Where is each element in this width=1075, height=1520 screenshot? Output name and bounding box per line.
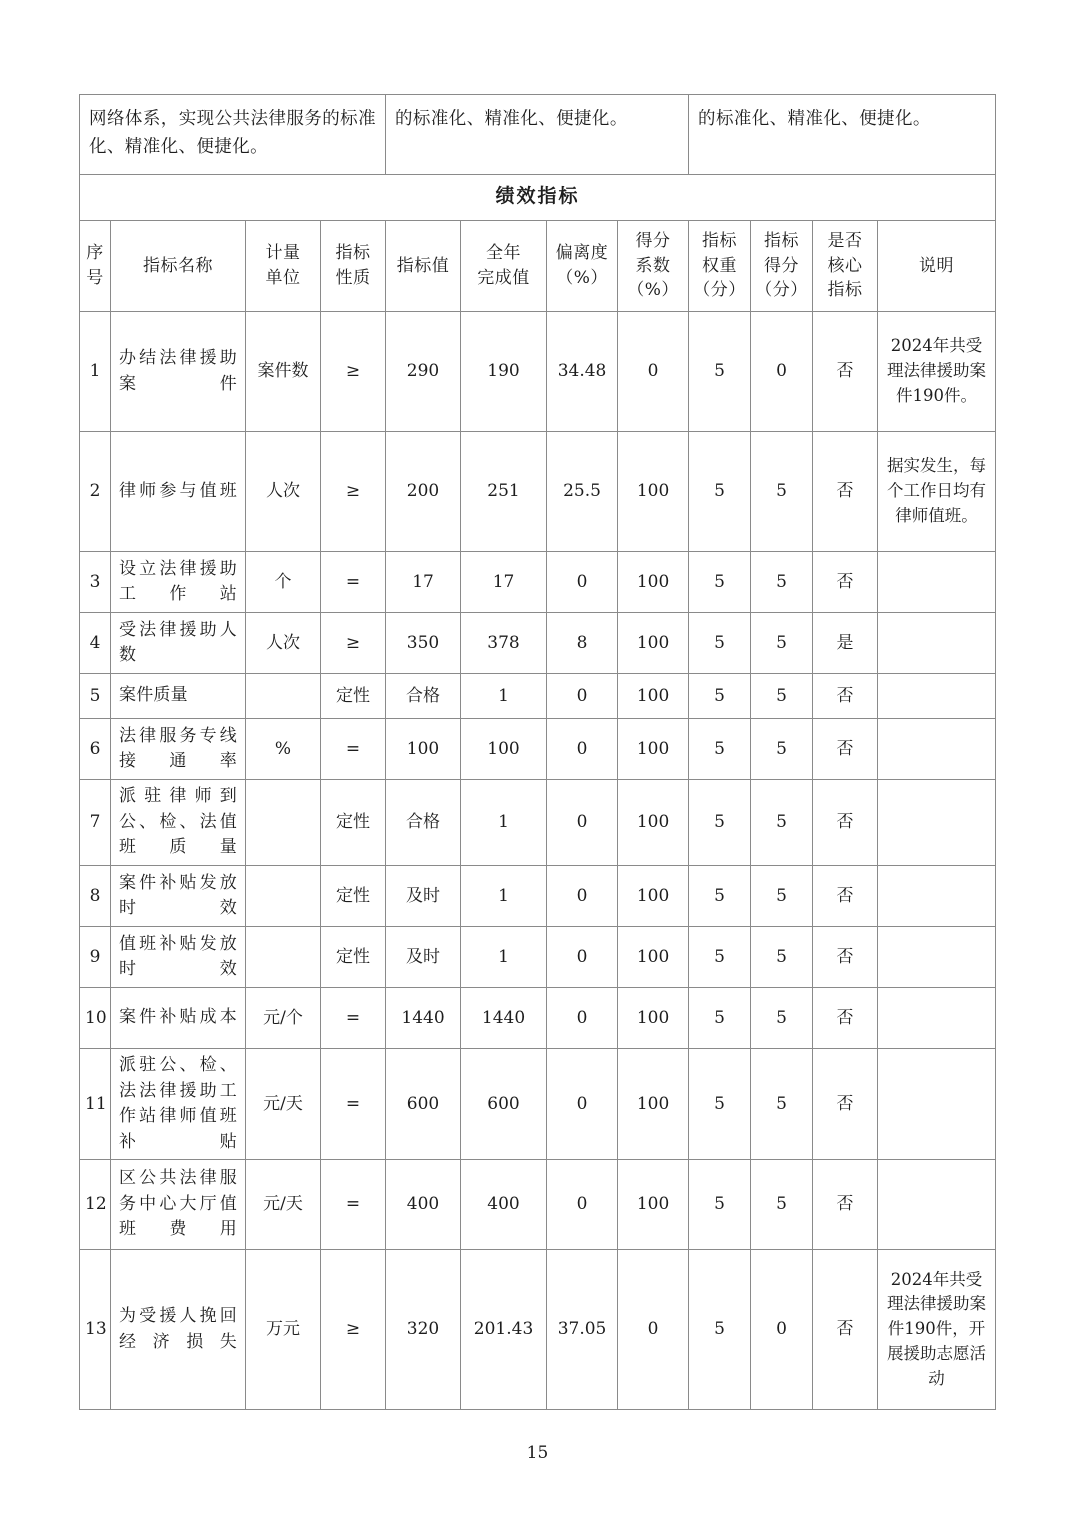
- table-row: [80, 719, 996, 780]
- cell-indicator-name: 案件质量: [111, 674, 246, 719]
- cell-note: [878, 719, 996, 780]
- cell-indicator-name: 为受援人挽回经济损失: [111, 1250, 246, 1410]
- cell-coefficient: 100: [618, 988, 689, 1049]
- cell-score: 5: [751, 1160, 813, 1250]
- table-row: [80, 1049, 996, 1160]
- cell-weight: 5: [689, 780, 751, 866]
- cell-coefficient: 100: [618, 432, 689, 552]
- table-row: [80, 613, 996, 674]
- cell-target: 320: [386, 1250, 461, 1410]
- cell-seq: 8: [80, 866, 111, 927]
- header-nature: 指标 性质: [321, 221, 386, 312]
- cell-weight: 5: [689, 988, 751, 1049]
- cell-unit: 人次: [246, 432, 321, 552]
- cell-unit: 个: [246, 552, 321, 613]
- cell-coefficient: 100: [618, 552, 689, 613]
- cell-unit: 人次: [246, 613, 321, 674]
- cell-note: [878, 1160, 996, 1250]
- cell-indicator-name: 律师参与值班: [111, 432, 246, 552]
- cell-score: 5: [751, 613, 813, 674]
- cell-target: 及时: [386, 927, 461, 988]
- cell-target: 290: [386, 312, 461, 432]
- cell-weight: 5: [689, 1049, 751, 1160]
- cell-actual: 17: [461, 552, 547, 613]
- cell-note: 2024年共受理法律援助案件190件，开展援助志愿活动: [878, 1250, 996, 1410]
- cell-indicator-name: 案件补贴发放时效: [111, 866, 246, 927]
- cell-actual: 1440: [461, 988, 547, 1049]
- header-deviation: 偏离度 （%）: [547, 221, 618, 312]
- narrative-cell-1: 网络体系，实现公共法律服务的标准化、精准化、便捷化。: [80, 95, 386, 175]
- cell-nature: 定性: [321, 866, 386, 927]
- cell-seq: 10: [80, 988, 111, 1049]
- cell-core: 否: [813, 780, 878, 866]
- header-note: 说明: [878, 221, 996, 312]
- cell-deviation: 34.48: [547, 312, 618, 432]
- cell-coefficient: 100: [618, 1160, 689, 1250]
- cell-deviation: 0: [547, 674, 618, 719]
- header-unit: 计量 单位: [246, 221, 321, 312]
- cell-indicator-name: 法律服务专线接通率: [111, 719, 246, 780]
- cell-core: 否: [813, 1250, 878, 1410]
- cell-actual: 1: [461, 927, 547, 988]
- cell-coefficient: 100: [618, 866, 689, 927]
- cell-nature: =: [321, 552, 386, 613]
- cell-deviation: 25.5: [547, 432, 618, 552]
- cell-indicator-name: 派驻律师到公、检、法值班质量: [111, 780, 246, 866]
- cell-target: 100: [386, 719, 461, 780]
- cell-seq: 5: [80, 674, 111, 719]
- cell-score: 5: [751, 432, 813, 552]
- cell-note: [878, 1049, 996, 1160]
- header-target-value: 指标值: [386, 221, 461, 312]
- cell-actual: 1: [461, 674, 547, 719]
- cell-score: 5: [751, 927, 813, 988]
- cell-weight: 5: [689, 312, 751, 432]
- cell-nature: =: [321, 1160, 386, 1250]
- table-header-row: [80, 221, 996, 312]
- cell-unit: 元/天: [246, 1160, 321, 1250]
- header-annual-actual: 全年 完成值: [461, 221, 547, 312]
- cell-core: 否: [813, 1049, 878, 1160]
- cell-actual: 190: [461, 312, 547, 432]
- cell-indicator-name: 办结法律援助案件: [111, 312, 246, 432]
- cell-score: 5: [751, 866, 813, 927]
- cell-weight: 5: [689, 1250, 751, 1410]
- cell-indicator-name: 设立法律援助工作站: [111, 552, 246, 613]
- cell-seq: 6: [80, 719, 111, 780]
- header-is-core: 是否 核心 指标: [813, 221, 878, 312]
- cell-weight: 5: [689, 719, 751, 780]
- narrative-cell-3: 的标准化、精准化、便捷化。: [689, 95, 996, 175]
- cell-core: 是: [813, 613, 878, 674]
- table-row: [80, 988, 996, 1049]
- cell-nature: ≥: [321, 312, 386, 432]
- table-row: [80, 927, 996, 988]
- cell-core: 否: [813, 866, 878, 927]
- cell-target: 600: [386, 1049, 461, 1160]
- cell-core: 否: [813, 719, 878, 780]
- cell-coefficient: 100: [618, 719, 689, 780]
- cell-core: 否: [813, 312, 878, 432]
- table-row: [80, 674, 996, 719]
- cell-nature: 定性: [321, 927, 386, 988]
- cell-deviation: 0: [547, 780, 618, 866]
- header-indicator-score: 指标 得分 （分）: [751, 221, 813, 312]
- cell-indicator-name: 案件补贴成本: [111, 988, 246, 1049]
- cell-note: [878, 927, 996, 988]
- cell-deviation: 0: [547, 719, 618, 780]
- cell-note: [878, 780, 996, 866]
- cell-note: [878, 674, 996, 719]
- cell-unit: 万元: [246, 1250, 321, 1410]
- cell-unit: %: [246, 719, 321, 780]
- cell-note: [878, 613, 996, 674]
- cell-seq: 2: [80, 432, 111, 552]
- cell-coefficient: 100: [618, 1049, 689, 1160]
- cell-core: 否: [813, 432, 878, 552]
- cell-weight: 5: [689, 927, 751, 988]
- table-row: [80, 432, 996, 552]
- cell-note: [878, 866, 996, 927]
- cell-actual: 400: [461, 1160, 547, 1250]
- cell-score: 5: [751, 1049, 813, 1160]
- cell-deviation: 0: [547, 866, 618, 927]
- cell-deviation: 0: [547, 988, 618, 1049]
- cell-coefficient: 100: [618, 613, 689, 674]
- cell-unit: [246, 927, 321, 988]
- cell-actual: 201.43: [461, 1250, 547, 1410]
- cell-core: 否: [813, 927, 878, 988]
- cell-weight: 5: [689, 613, 751, 674]
- cell-core: 否: [813, 988, 878, 1049]
- cell-target: 400: [386, 1160, 461, 1250]
- cell-nature: 定性: [321, 780, 386, 866]
- cell-weight: 5: [689, 674, 751, 719]
- cell-nature: =: [321, 988, 386, 1049]
- narrative-cell-2: 的标准化、精准化、便捷化。: [386, 95, 689, 175]
- header-score-coefficient: 得分 系数 （%）: [618, 221, 689, 312]
- cell-seq: 7: [80, 780, 111, 866]
- table-row: [80, 1250, 996, 1410]
- cell-note: 2024年共受理法律援助案件190件。: [878, 312, 996, 432]
- cell-coefficient: 100: [618, 674, 689, 719]
- cell-deviation: 0: [547, 927, 618, 988]
- table-row: [80, 312, 996, 432]
- cell-unit: [246, 866, 321, 927]
- cell-actual: 1: [461, 780, 547, 866]
- cell-unit: 案件数: [246, 312, 321, 432]
- cell-seq: 4: [80, 613, 111, 674]
- cell-score: 5: [751, 719, 813, 780]
- cell-unit: [246, 780, 321, 866]
- cell-core: 否: [813, 1160, 878, 1250]
- cell-actual: 378: [461, 613, 547, 674]
- cell-deviation: 0: [547, 552, 618, 613]
- cell-score: 5: [751, 988, 813, 1049]
- cell-score: 5: [751, 552, 813, 613]
- header-indicator-weight: 指标 权重 （分）: [689, 221, 751, 312]
- table-row: [80, 780, 996, 866]
- cell-actual: 1: [461, 866, 547, 927]
- cell-target: 合格: [386, 674, 461, 719]
- cell-coefficient: 100: [618, 927, 689, 988]
- cell-deviation: 37.05: [547, 1250, 618, 1410]
- cell-seq: 13: [80, 1250, 111, 1410]
- cell-target: 合格: [386, 780, 461, 866]
- cell-weight: 5: [689, 432, 751, 552]
- cell-score: 0: [751, 312, 813, 432]
- cell-deviation: 0: [547, 1160, 618, 1250]
- cell-nature: =: [321, 719, 386, 780]
- cell-score: 5: [751, 780, 813, 866]
- cell-indicator-name: 受法律援助人数: [111, 613, 246, 674]
- cell-indicator-name: 区公共法律服务中心大厅值班费用: [111, 1160, 246, 1250]
- cell-target: 1440: [386, 988, 461, 1049]
- cell-seq: 9: [80, 927, 111, 988]
- cell-actual: 600: [461, 1049, 547, 1160]
- cell-nature: ≥: [321, 613, 386, 674]
- table-row: [80, 1160, 996, 1250]
- continued-narrative-row: [80, 95, 996, 175]
- table-row: [80, 866, 996, 927]
- cell-score: 5: [751, 674, 813, 719]
- cell-nature: 定性: [321, 674, 386, 719]
- cell-note: [878, 552, 996, 613]
- cell-coefficient: 0: [618, 1250, 689, 1410]
- cell-coefficient: 100: [618, 780, 689, 866]
- cell-nature: =: [321, 1049, 386, 1160]
- cell-target: 17: [386, 552, 461, 613]
- cell-core: 否: [813, 674, 878, 719]
- cell-seq: 12: [80, 1160, 111, 1250]
- cell-nature: ≥: [321, 1250, 386, 1410]
- performance-indicator-table: [79, 94, 996, 1410]
- cell-seq: 3: [80, 552, 111, 613]
- section-banner-row: [80, 174, 996, 220]
- cell-seq: 1: [80, 312, 111, 432]
- cell-actual: 100: [461, 719, 547, 780]
- cell-score: 0: [751, 1250, 813, 1410]
- section-title: 绩效指标: [80, 174, 996, 220]
- cell-seq: 11: [80, 1049, 111, 1160]
- cell-note: 据实发生，每个工作日均有律师值班。: [878, 432, 996, 552]
- cell-target: 350: [386, 613, 461, 674]
- cell-indicator-name: 派驻公、检、法法律援助工作站律师值班补贴: [111, 1049, 246, 1160]
- cell-coefficient: 0: [618, 312, 689, 432]
- cell-target: 200: [386, 432, 461, 552]
- cell-weight: 5: [689, 552, 751, 613]
- page-number: 15: [526, 1443, 549, 1463]
- cell-core: 否: [813, 552, 878, 613]
- cell-weight: 5: [689, 1160, 751, 1250]
- cell-actual: 251: [461, 432, 547, 552]
- cell-weight: 5: [689, 866, 751, 927]
- header-indicator-name: 指标名称: [111, 221, 246, 312]
- cell-unit: [246, 674, 321, 719]
- cell-unit: 元/个: [246, 988, 321, 1049]
- header-seq: 序 号: [80, 221, 111, 312]
- cell-note: [878, 988, 996, 1049]
- cell-unit: 元/天: [246, 1049, 321, 1160]
- table-row: [80, 552, 996, 613]
- cell-indicator-name: 值班补贴发放时效: [111, 927, 246, 988]
- cell-deviation: 0: [547, 1049, 618, 1160]
- cell-nature: ≥: [321, 432, 386, 552]
- cell-target: 及时: [386, 866, 461, 927]
- cell-deviation: 8: [547, 613, 618, 674]
